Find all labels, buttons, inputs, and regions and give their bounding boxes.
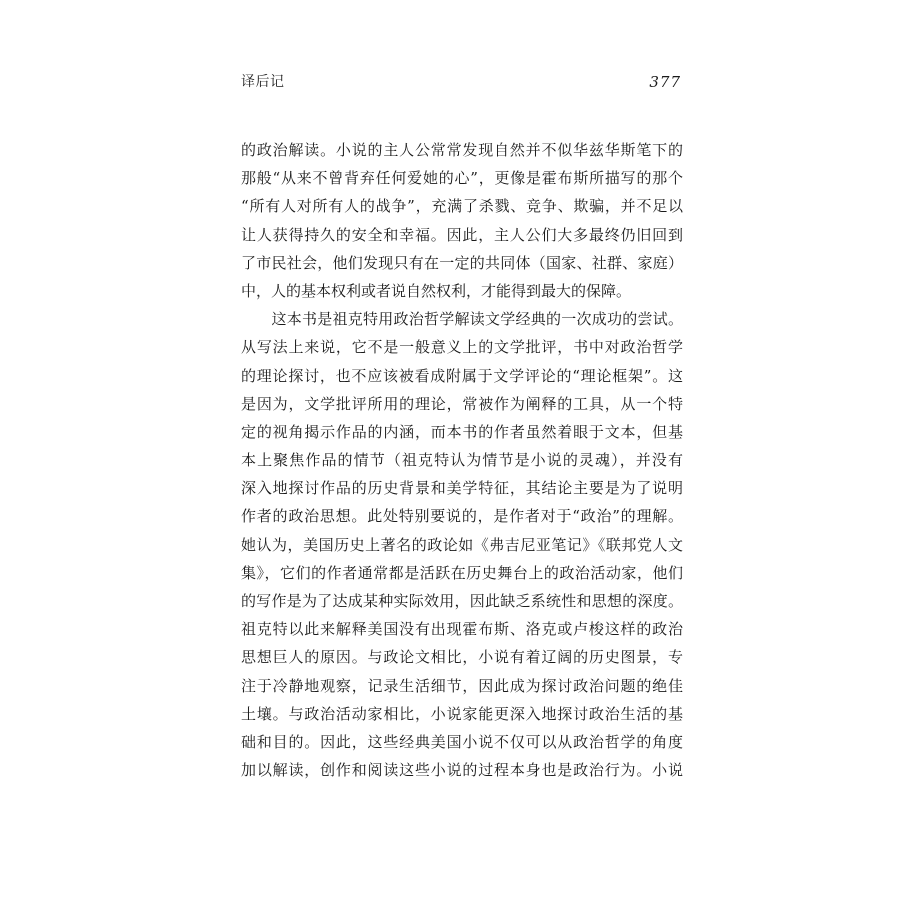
text-line: 加以解读，创作和阅读这些小说的过程本身也是政治行为。小说 [241,761,683,780]
text-line: 这本书是祖克特用政治哲学解读文学经典的一次成功的尝试。 [241,310,683,329]
text-line: 础和目的。因此，这些经典美国小说不仅可以从政治哲学的角度 [241,732,683,751]
text-line: 她认为，美国历史上著名的政论如《弗吉尼亚笔记》《联邦党人文 [241,535,683,554]
text-line: 了市民社会，他们发现只有在一定的共同体（国家、社群、家庭） [241,253,683,272]
text-line: 本上聚焦作品的情节（祖克特认为情节是小说的灵魂），并没有 [241,451,683,470]
text-line: 的政治解读。小说的主人公常常发现自然并不似华兹华斯笔下的 [241,141,683,159]
text-line: 思想巨人的原因。与政论文相比，小说有着辽阔的历史图景，专 [241,648,683,667]
running-header [241,72,681,94]
text-line: 是因为，文学批评所用的理论，常被作为阐释的工具，从一个特 [241,394,683,413]
text-line: 祖克特以此来解释美国没有出现霍布斯、洛克或卢梭这样的政治 [241,620,683,639]
text-line: 定的视角揭示作品的内涵，而本书的作者虽然着眼于文本，但基 [241,422,683,441]
text-line: 深入地探讨作品的历史背景和美学特征，其结论主要是为了说明 [241,479,683,498]
text-line: 注于冷静地观察，记录生活细节，因此成为探讨政治问题的绝佳 [241,676,683,695]
text-line: 集》，它们的作者通常都是活跃在历史舞台上的政治活动家，他们 [241,563,683,582]
text-line: 的写作是为了达成某种实际效用，因此缺乏系统性和思想的深度。 [241,592,683,610]
text-line: 中，人的基本权利或者说自然权利，才能得到最大的保障。 [241,281,632,300]
body-text [241,136,683,784]
text-line: “所有人对所有人的战争”，充满了杀戮、竞争、欺骗，并不足以 [241,197,683,216]
page-number: 377 [649,73,681,91]
text-line: 作者的政治思想。此处特别要说的，是作者对于“政治”的理解。 [241,507,683,526]
chapter-title: 译后记 [241,74,285,90]
text-line: 从写法上来说，它不是一般意义上的文学批评，书中对政治哲学 [241,338,683,357]
text-line: 那般“从来不曾背弃任何爱她的心”，更像是霍布斯所描写的那个 [241,169,683,188]
text-line: 土壤。与政治活动家相比，小说家能更深入地探讨政治生活的基 [241,704,683,723]
text-line: 的理论探讨，也不应该被看成附属于文学评论的“理论框架”。这 [241,366,683,385]
text-line: 让人获得持久的安全和幸福。因此，主人公们大多最终仍旧回到 [241,225,683,244]
